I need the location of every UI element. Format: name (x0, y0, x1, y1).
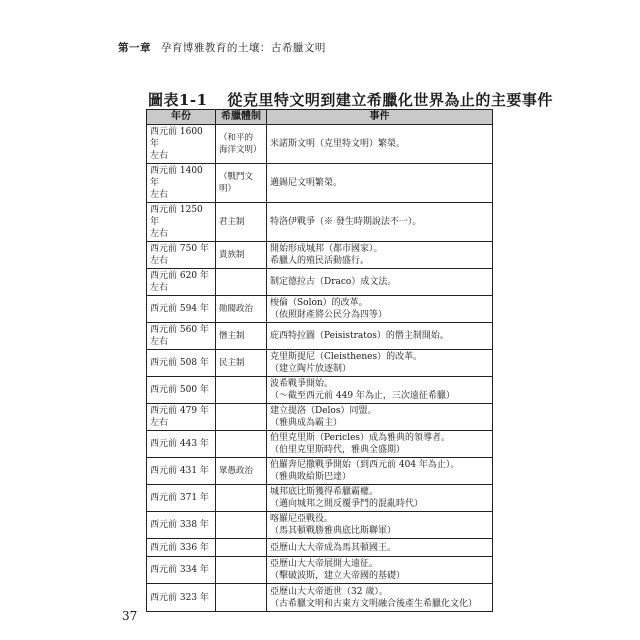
year-cell: 西元前 1250 年 左右 (147, 203, 216, 242)
table-row (147, 350, 493, 377)
year-cell: 西元前 443 年 (147, 431, 216, 458)
government-cell (216, 431, 267, 458)
table-row (147, 557, 493, 584)
year-cell: 西元前 334 年 (147, 557, 216, 584)
event-cell: 庇西特拉圖（Peisistratos）的僭主制開始。 (267, 323, 493, 350)
government-cell: （和平的 海洋文明） (216, 125, 267, 164)
column-header-year: 年份 (147, 110, 216, 125)
year-cell: 西元前 431 年 (147, 458, 216, 485)
table-row (147, 323, 493, 350)
table-row (147, 431, 493, 458)
table-header-row (147, 110, 493, 125)
table-body (147, 125, 493, 612)
event-cell: 米諾斯文明（克里特文明）繁榮。 (267, 125, 493, 164)
year-cell: 西元前 500 年 (147, 377, 216, 404)
table-row (147, 269, 493, 296)
figure-label: 圖表1-1 (148, 91, 208, 109)
year-cell: 西元前 594 年 (147, 296, 216, 323)
table-row (147, 485, 493, 512)
government-cell (216, 377, 267, 404)
event-cell: 開始形成城邦（都市國家）。 希臘人的殖民活動盛行。 (267, 242, 493, 269)
table-row (147, 377, 493, 404)
column-header-event: 事件 (267, 110, 493, 125)
event-cell: 亞歷山大大帝展開大遠征。 （擊破波斯，建立大帝國的基礎） (267, 557, 493, 584)
table-row (147, 584, 493, 612)
events-table (146, 109, 493, 612)
government-cell (216, 512, 267, 539)
government-cell: 眾愚政治 (216, 458, 267, 485)
year-cell: 西元前 1600 年 左右 (147, 125, 216, 164)
government-cell (216, 485, 267, 512)
table-row (147, 404, 493, 431)
year-cell: 西元前 560 年 左右 (147, 323, 216, 350)
table-row (147, 203, 493, 242)
government-cell: 勛閥政治 (216, 296, 267, 323)
government-cell: （戰鬥文明） (216, 164, 267, 203)
event-cell: 制定德拉古（Draco）成文法。 (267, 269, 493, 296)
event-cell: 特洛伊戰爭（※ 發生時期說法不一）。 (267, 203, 493, 242)
event-cell: 城邦底比斯獲得希臘霸權。 （邁向城邦之間反覆爭鬥的混亂時代） (267, 485, 493, 512)
page-number: 37 (122, 609, 138, 623)
year-cell: 西元前 620 年 左右 (147, 269, 216, 296)
event-cell: 伯羅奔尼撒戰爭開始（到西元前 404 年為止）。 （雅典敗給斯巴達） (267, 458, 493, 485)
table-row (147, 458, 493, 485)
column-header-government: 希臘體制 (216, 110, 267, 125)
year-cell: 西元前 1400 年 左右 (147, 164, 216, 203)
government-cell: 君主制 (216, 203, 267, 242)
year-cell: 西元前 336 年 (147, 539, 216, 557)
table-row (147, 512, 493, 539)
table-row (147, 242, 493, 269)
event-cell: 亞歷山大大帝成為馬其頓國王。 (267, 539, 493, 557)
figure-title: 從克里特文明到建立希臘化世界為止的主要事件 (227, 91, 553, 109)
figure-caption (148, 89, 553, 110)
government-cell (216, 269, 267, 296)
event-cell: 喀羅尼亞戰役。 （馬其頓戰勝雅典底比斯聯軍） (267, 512, 493, 539)
year-cell: 西元前 323 年 (147, 584, 216, 612)
year-cell: 西元前 750 年 左右 (147, 242, 216, 269)
table-row (147, 125, 493, 164)
event-cell: 克里斯提尼（Cleisthenes）的改革。 （建立陶片放逐制） (267, 350, 493, 377)
event-cell: 建立提洛（Delos）同盟。 （雅典成為霸主） (267, 404, 493, 431)
event-cell: 伯里克里斯（Pericles）成為雅典的領導者。 （伯里克里斯時代，雅典全盛期） (267, 431, 493, 458)
event-cell: 邁錫尼文明繁榮。 (267, 164, 493, 203)
government-cell: 民主制 (216, 350, 267, 377)
year-cell: 西元前 479 年 左右 (147, 404, 216, 431)
chapter-title: 孕育博雅教育的土壤：古希臘文明 (160, 42, 326, 54)
government-cell (216, 404, 267, 431)
year-cell: 西元前 508 年 (147, 350, 216, 377)
table-row (147, 539, 493, 557)
government-cell (216, 539, 267, 557)
year-cell: 西元前 371 年 (147, 485, 216, 512)
table-row (147, 296, 493, 323)
chapter-label: 第一章 (118, 42, 151, 54)
government-cell: 貴族制 (216, 242, 267, 269)
table-row (147, 164, 493, 203)
year-cell: 西元前 338 年 (147, 512, 216, 539)
event-cell: 梭倫（Solon）的改革。 （依照財產將公民分為四等） (267, 296, 493, 323)
running-head (118, 40, 326, 55)
government-cell (216, 557, 267, 584)
event-cell: 亞歷山大大帝逝世（32 歲）。 （古希臘文明和古東方文明融合後產生希臘化文化） (267, 584, 493, 612)
government-cell: 僭主制 (216, 323, 267, 350)
government-cell (216, 584, 267, 612)
event-cell: 波希戰爭開始。 （～截至西元前 449 年為止，三次遠征希臘） (267, 377, 493, 404)
